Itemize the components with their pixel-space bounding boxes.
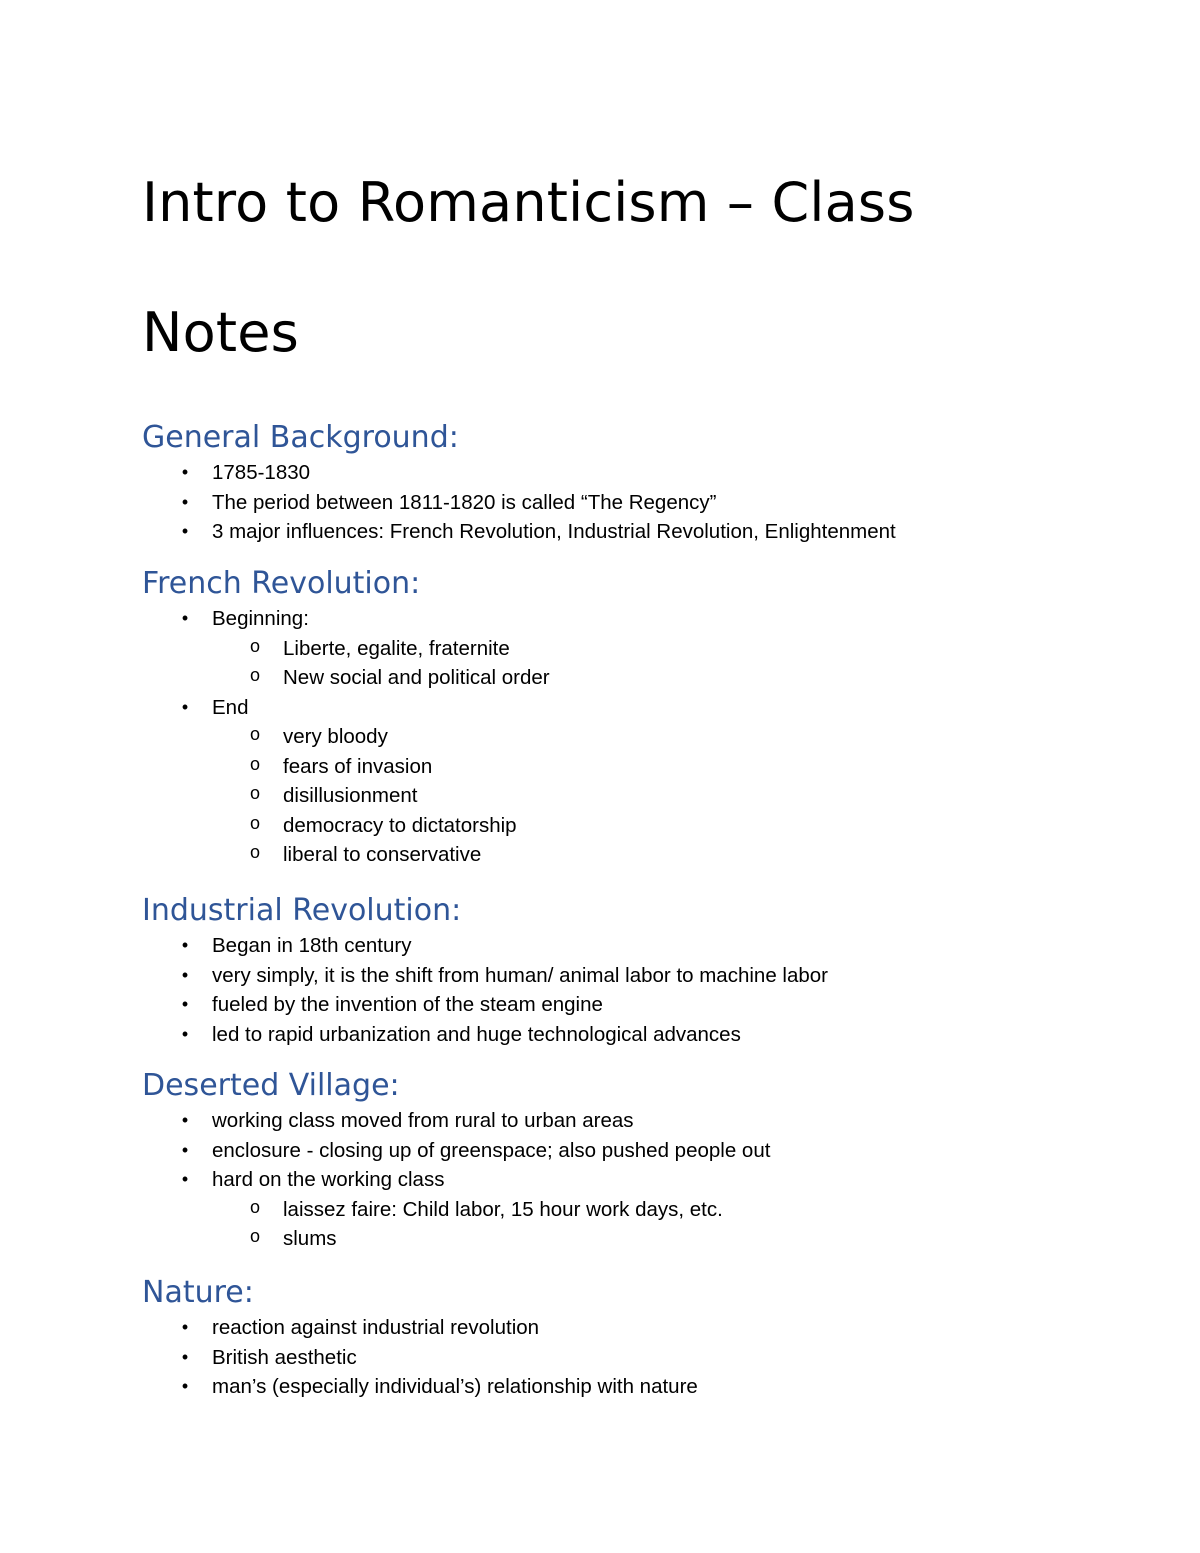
list-item-text: reaction against industrial revolution: [212, 1316, 540, 1339]
list-item-text: Liberte, egalite, fraternite: [283, 636, 510, 660]
sub-list-item: [142, 840, 1142, 870]
list-item-text: fears of invasion: [283, 754, 433, 778]
list-item-text: fueled by the invention of the steam engine: [212, 993, 603, 1016]
sub-list-item: [142, 634, 1142, 664]
hollow-bullet-icon: o: [249, 814, 261, 835]
list-item-text: liberal to conservative: [283, 843, 482, 866]
list-item-text: End: [212, 695, 249, 719]
bullet-icon: •: [181, 462, 189, 482]
hollow-bullet-icon: o: [249, 1198, 261, 1219]
bullet-icon: •: [181, 608, 189, 628]
section-heading: Deserted Village:: [142, 1068, 400, 1103]
hollow-bullet-icon: o: [249, 1228, 261, 1248]
hollow-bullet-icon: o: [249, 844, 261, 864]
bullet-list: [142, 1106, 1142, 1254]
sub-list-item: [142, 781, 1142, 811]
list-item-text: working class moved from rural to urban areas: [212, 1109, 634, 1132]
section-heading: French Revolution:: [142, 566, 421, 601]
list-item-text: Began in 18th century: [212, 934, 412, 957]
list-item-text: enclosure - closing up of greenspace; also pushed people out: [212, 1138, 771, 1162]
bullet-list: [142, 931, 1142, 1049]
sub-list-item: [142, 752, 1142, 782]
sub-list-item: [142, 1224, 1142, 1254]
bullet-icon: •: [181, 1317, 189, 1337]
bullet-icon: •: [181, 1346, 189, 1367]
list-item-text: led to rapid urbanization and huge technological advances: [212, 1022, 741, 1046]
list-item-text: 1785-1830: [212, 461, 311, 484]
list-item: [142, 1136, 1142, 1166]
list-item: [142, 961, 1142, 991]
list-item: [142, 1372, 1142, 1402]
list-item-text: Beginning:: [212, 607, 309, 630]
bullet-icon: •: [181, 696, 189, 717]
section-french-revolution: [142, 566, 1142, 870]
hollow-bullet-icon: o: [249, 755, 261, 776]
section-deserted-village: [142, 1068, 1142, 1254]
list-item: [142, 458, 1142, 488]
sub-list-item: [142, 1195, 1142, 1225]
sub-list-item: [142, 811, 1142, 841]
list-item-text: British aesthetic: [212, 1345, 357, 1369]
list-item-text: very bloody: [283, 725, 388, 748]
bullet-icon: •: [181, 1376, 189, 1396]
section-heading: Industrial Revolution:: [142, 893, 462, 928]
sub-list-item: [142, 663, 1142, 693]
list-item: [142, 1020, 1142, 1050]
bullet-list: [142, 458, 1142, 547]
section-general-background: [142, 420, 1142, 547]
bullet-list: [142, 1313, 1142, 1402]
title-line-2: Notes: [142, 301, 299, 364]
list-item: [142, 517, 1142, 547]
list-item-text: New social and political order: [283, 666, 550, 689]
list-item: [142, 1313, 1142, 1343]
list-item-text: slums: [283, 1227, 337, 1250]
section-nature: [142, 1275, 1142, 1402]
bullet-icon: •: [181, 935, 189, 955]
bullet-icon: •: [181, 1139, 189, 1160]
title-line-1: Intro to Romanticism – Class: [142, 171, 915, 234]
hollow-bullet-icon: o: [249, 667, 261, 687]
bullet-icon: •: [181, 1023, 189, 1044]
list-item: [142, 931, 1142, 961]
bullet-icon: •: [181, 1110, 189, 1130]
bullet-icon: •: [181, 491, 189, 512]
list-item-text: 3 major influences: French Revolution, Industrial Revolution, Enlightenment: [212, 520, 896, 543]
bullet-icon: •: [181, 994, 189, 1014]
list-item-text: very simply, it is the shift from human/ animal labor to machine labor: [212, 963, 829, 987]
list-item: [142, 693, 1142, 723]
list-item-text: The period between 1811-1820 is called “The Regency”: [212, 490, 717, 514]
bullet-icon: •: [181, 1169, 189, 1189]
list-item: [142, 1106, 1142, 1136]
hollow-bullet-icon: o: [249, 726, 261, 746]
section-heading: General Background:: [142, 420, 459, 455]
list-item: [142, 1165, 1142, 1195]
section-industrial-revolution: [142, 893, 1142, 1049]
list-item: [142, 1343, 1142, 1373]
bullet-icon: •: [181, 521, 189, 541]
list-item: [142, 488, 1142, 518]
hollow-bullet-icon: o: [249, 637, 261, 658]
list-item: [142, 990, 1142, 1020]
bullet-list: [142, 604, 1142, 870]
hollow-bullet-icon: o: [249, 785, 261, 805]
sub-list-item: [142, 722, 1142, 752]
section-heading: Nature:: [142, 1275, 254, 1310]
document-title: [142, 138, 1102, 398]
list-item-text: hard on the working class: [212, 1168, 445, 1191]
list-item-text: democracy to dictatorship: [283, 813, 517, 837]
list-item-text: laissez faire: Child labor, 15 hour work days, etc.: [283, 1197, 723, 1221]
list-item-text: disillusionment: [283, 784, 418, 807]
list-item: [142, 604, 1142, 634]
list-item-text: man’s (especially individual’s) relationship with nature: [212, 1375, 698, 1398]
bullet-icon: •: [181, 964, 189, 985]
